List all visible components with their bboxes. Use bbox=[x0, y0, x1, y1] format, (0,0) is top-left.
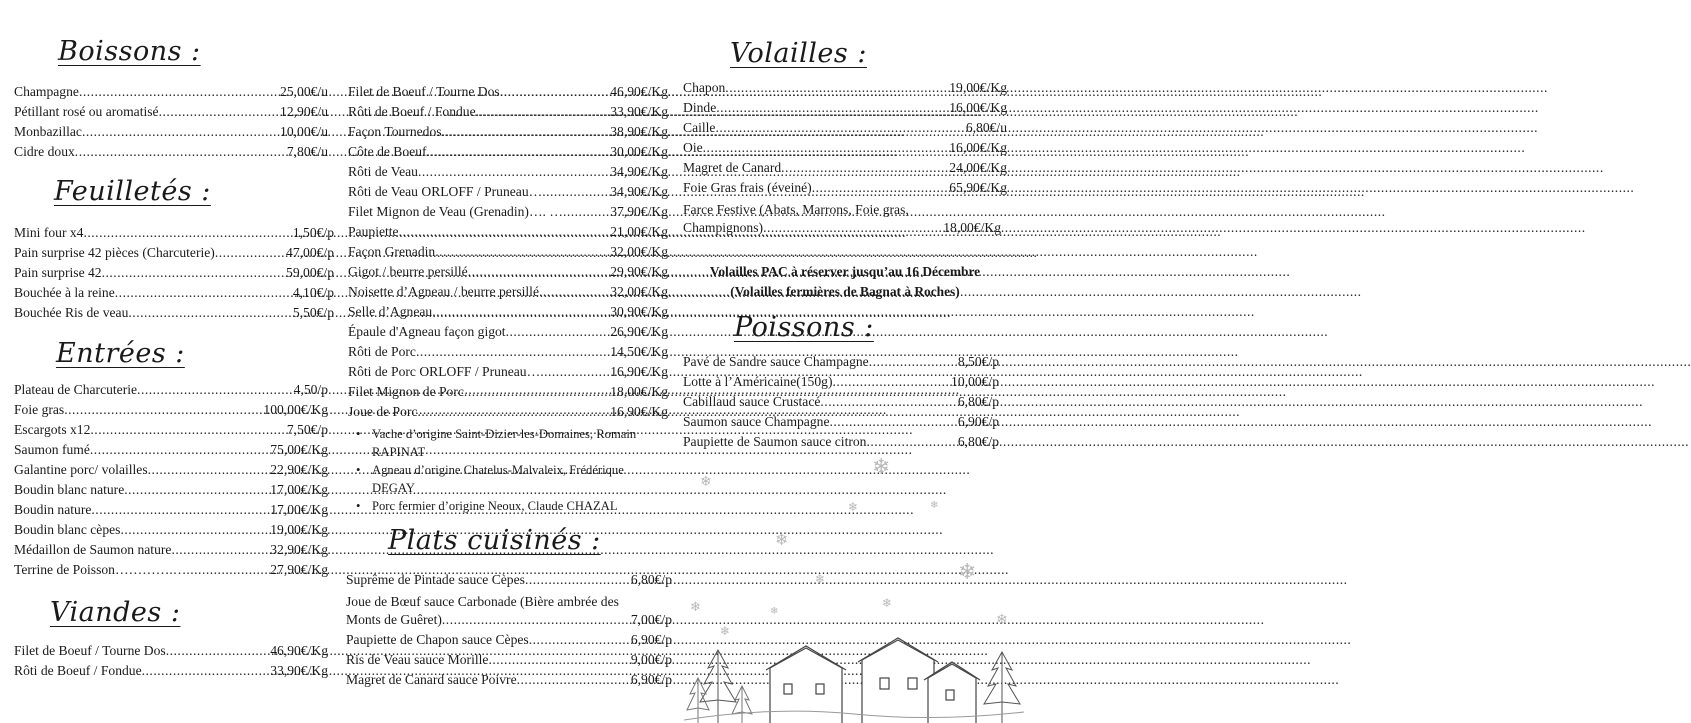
viandes-item: Rôti de Porc ..... 14,50€/Kg bbox=[348, 344, 668, 364]
plats-item: Ris de Veau sauce Morille ..... 9,00€/p bbox=[346, 652, 672, 672]
boissons-item: Monbazillac ..... 10,00€/u bbox=[14, 124, 328, 144]
entrees-item: Galantine porc/ volailles ..... 22,90€/Kg bbox=[14, 462, 328, 482]
poissons-item: Cabillaud sauce Crustacé ..... 6,80€/p bbox=[683, 394, 999, 414]
snowflake-icon: ❄ bbox=[770, 606, 779, 617]
volailles-item: Dinde ..... 16,00€/Kg bbox=[683, 100, 1007, 120]
snowflake-icon: ❄ bbox=[996, 612, 1008, 628]
volailles-item: Magret de Canard ..... 24,00€/Kg bbox=[683, 160, 1007, 180]
volailles-reservation-note: Volailles PAC à réserver jusqu’au 16 Décembre (Volailles fermières de Bagnat à Roches) bbox=[709, 264, 981, 299]
volailles-farce-line2: Champignons) ..... 18,00€/Kg bbox=[683, 220, 1001, 240]
poissons-item: Lotte à l’Américaine(150g) ..... 10,00€/p bbox=[683, 374, 999, 394]
snowflake-icon: ❄ bbox=[700, 474, 712, 490]
viandes-item: Filet Mignon de Veau (Grenadin)…. … ..... 37,90€/Kg bbox=[348, 204, 668, 224]
viandes-item: Selle d’Agneau ..... 30,90€/Kg bbox=[348, 304, 668, 324]
viandes-item: Gigot / beurre persillé ..... 29,90€/Kg bbox=[348, 264, 668, 284]
feuilletes-item: Bouchée à la reine ..... 4,10€/p bbox=[14, 285, 334, 305]
entrees-list bbox=[14, 382, 328, 582]
viandes-list-middle bbox=[348, 84, 668, 424]
entrees-item: Médaillon de Saumon nature ..... 32,90€/Kg bbox=[14, 542, 328, 562]
viandes-item: Rôti de Porc ORLOFF / Pruneau… ..... 16,90€/Kg bbox=[348, 364, 668, 384]
plats-item: Magret de Canard sauce Poivre ..... 6,90€/p bbox=[346, 672, 672, 692]
viandes-item: Façon Grenadin ..... 32,00€/Kg bbox=[348, 244, 668, 264]
heading-feuilletes: Feuilletés : bbox=[54, 176, 211, 207]
poissons-item: Pavé de Sandre sauce Champagne ..... 8,50€/p bbox=[683, 354, 999, 374]
entrees-item: Saumon fumé ..... 75,00€/Kg bbox=[14, 442, 328, 462]
viandes-list-left bbox=[14, 643, 328, 683]
snowflake-icon: ❄ bbox=[872, 455, 891, 480]
feuilletes-item: Bouchée Ris de veau ..... 5,50€/p bbox=[14, 305, 334, 325]
plats-item: Joue de Bœuf sauce Carbonade (Bière ambrée des bbox=[346, 594, 619, 609]
snowflake-icon: ❄ bbox=[930, 500, 939, 511]
snowflake-icon: ❄ bbox=[720, 624, 731, 638]
snowflake-icon: ❄ bbox=[958, 560, 977, 585]
snowflake-icon: ❄ bbox=[775, 530, 789, 549]
house-icon bbox=[858, 638, 938, 723]
viandes-item: Paupiette ..... 21,00€/Kg bbox=[348, 224, 668, 244]
viandes-item: Filet de Boeuf / Tourne Dos ..... 46,90€/Kg bbox=[348, 84, 668, 104]
plats-item: Paupiette de Chapon sauce Cèpes ..... 6,90€/p bbox=[346, 632, 672, 652]
snowflake-icon: ❄ bbox=[882, 596, 893, 610]
viandes-item: Rôti de Boeuf / Fondue ..... 33,90€/Kg bbox=[348, 104, 668, 124]
viandes-item: Joue de Porc ..... 16,90€/Kg bbox=[348, 404, 668, 424]
heading-viandes: Viandes : bbox=[50, 597, 181, 628]
plats-list bbox=[346, 572, 672, 692]
origin-item: • Porc fermier d’origine Neoux, Claude CHAZAL bbox=[348, 497, 678, 515]
viandes-item: Filet de Boeuf / Tourne Dos ..... 46,90€/Kg bbox=[14, 643, 328, 663]
feuilletes-item: Pain surprise 42 pièces (Charcuterie) ..... 47,00€/p bbox=[14, 245, 334, 265]
snowflake-icon: ❄ bbox=[690, 600, 701, 615]
entrees-item: Boudin blanc nature ..... 17,00€/Kg bbox=[14, 482, 328, 502]
poissons-list bbox=[683, 354, 999, 454]
origins-list bbox=[348, 425, 678, 515]
viandes-item: Rôti de Veau ORLOFF / Pruneau… ..... 34,90€/Kg bbox=[348, 184, 668, 204]
origin-item: • Agneau d’origine Chatelus-Malvaleix, Frédérique DEGAY bbox=[348, 461, 678, 497]
heading-boissons: Boissons : bbox=[58, 36, 201, 67]
volailles-item: Caille ..... 6,80€/u bbox=[683, 120, 1007, 140]
viandes-item: Noisette d’Agneau / beurre persillé ..... 32,00€/Kg bbox=[348, 284, 668, 304]
tree-icon bbox=[984, 652, 1020, 723]
entrees-item: Boudin blanc cèpes ..... 19,00€/Kg bbox=[14, 522, 328, 542]
volailles-item: Chapon ..... 19,00€/Kg bbox=[683, 80, 1007, 100]
tree-icon bbox=[732, 686, 752, 723]
boissons-item: Pétillant rosé ou aromatisé ..... 12,90€/u bbox=[14, 104, 328, 124]
plats-item: Suprême de Pintade sauce Cèpes ..... 6,80€/p bbox=[346, 572, 672, 592]
entrees-item: Plateau de Charcuterie ..... 4,50/p bbox=[14, 382, 328, 402]
heading-entrees: Entrées : bbox=[56, 338, 185, 369]
boissons-item: Cidre doux ..... 7,80€/u bbox=[14, 144, 328, 164]
feuilletes-item: Mini four x4 ..... 1,50€/p bbox=[14, 225, 334, 245]
viandes-item: Rôti de Veau ..... 34,90€/Kg bbox=[348, 164, 668, 184]
boissons-item: Champagne ..... 25,00€/u bbox=[14, 84, 328, 104]
entrees-item: Foie gras ..... 100,00€/Kg bbox=[14, 402, 328, 422]
viandes-item: Rôti de Boeuf / Fondue ..... 33,90€/Kg bbox=[14, 663, 328, 683]
winter-village-illustration bbox=[684, 628, 1024, 723]
viandes-item: Épaule d'Agneau façon gigot ..... 26,90€/Kg bbox=[348, 324, 668, 344]
entrees-item: Escargots x12 ..... 7,50€/p bbox=[14, 422, 328, 442]
origin-item: • Vache d’origine Saint-Dizier-les-Domaines, Romain RAPINAT bbox=[348, 425, 678, 461]
poissons-item: Saumon sauce Champagne ..... 6,90€/p bbox=[683, 414, 999, 434]
heading-volailles: Volailles : bbox=[730, 38, 867, 69]
viandes-item: Côte de Boeuf ..... 30,00€/Kg bbox=[348, 144, 668, 164]
tree-icon bbox=[687, 678, 709, 723]
heading-plats: Plats cuisinés : bbox=[388, 525, 601, 556]
entrees-item: Boudin nature ..... 17,00€/Kg bbox=[14, 502, 328, 522]
entrees-item: Terrine de Poisson………….… ..... 27,90€/Kg bbox=[14, 562, 328, 582]
volailles-list bbox=[683, 80, 1007, 240]
boissons-list bbox=[14, 84, 328, 164]
snowflake-icon: ❄ bbox=[815, 572, 826, 586]
volailles-farce-line1: Farce Festive (Abats, Marrons, Foie gras, bbox=[683, 202, 909, 217]
feuilletes-list bbox=[14, 225, 334, 325]
tree-icon bbox=[700, 650, 736, 723]
heading-poissons: Poissons : bbox=[734, 312, 874, 343]
plats-item: Monts de Guêret) ..... 7,00€/p bbox=[346, 612, 672, 632]
viandes-item: Façon Tournedos ..... 38,90€/Kg bbox=[348, 124, 668, 144]
snowflake-icon: ❄ bbox=[848, 500, 859, 514]
feuilletes-item: Pain surprise 42 ..... 59,00€/p bbox=[14, 265, 334, 285]
volailles-item: Foie Gras frais (éveiné) ..... 65,90€/Kg bbox=[683, 180, 1007, 200]
poissons-item: Paupiette de Saumon sauce citron ..... 6,80€/p bbox=[683, 434, 999, 454]
viandes-item: Filet Mignon de Porc ..... 18,00€/Kg bbox=[348, 384, 668, 404]
volailles-item: Oie ..... 16,00€/Kg bbox=[683, 140, 1007, 160]
